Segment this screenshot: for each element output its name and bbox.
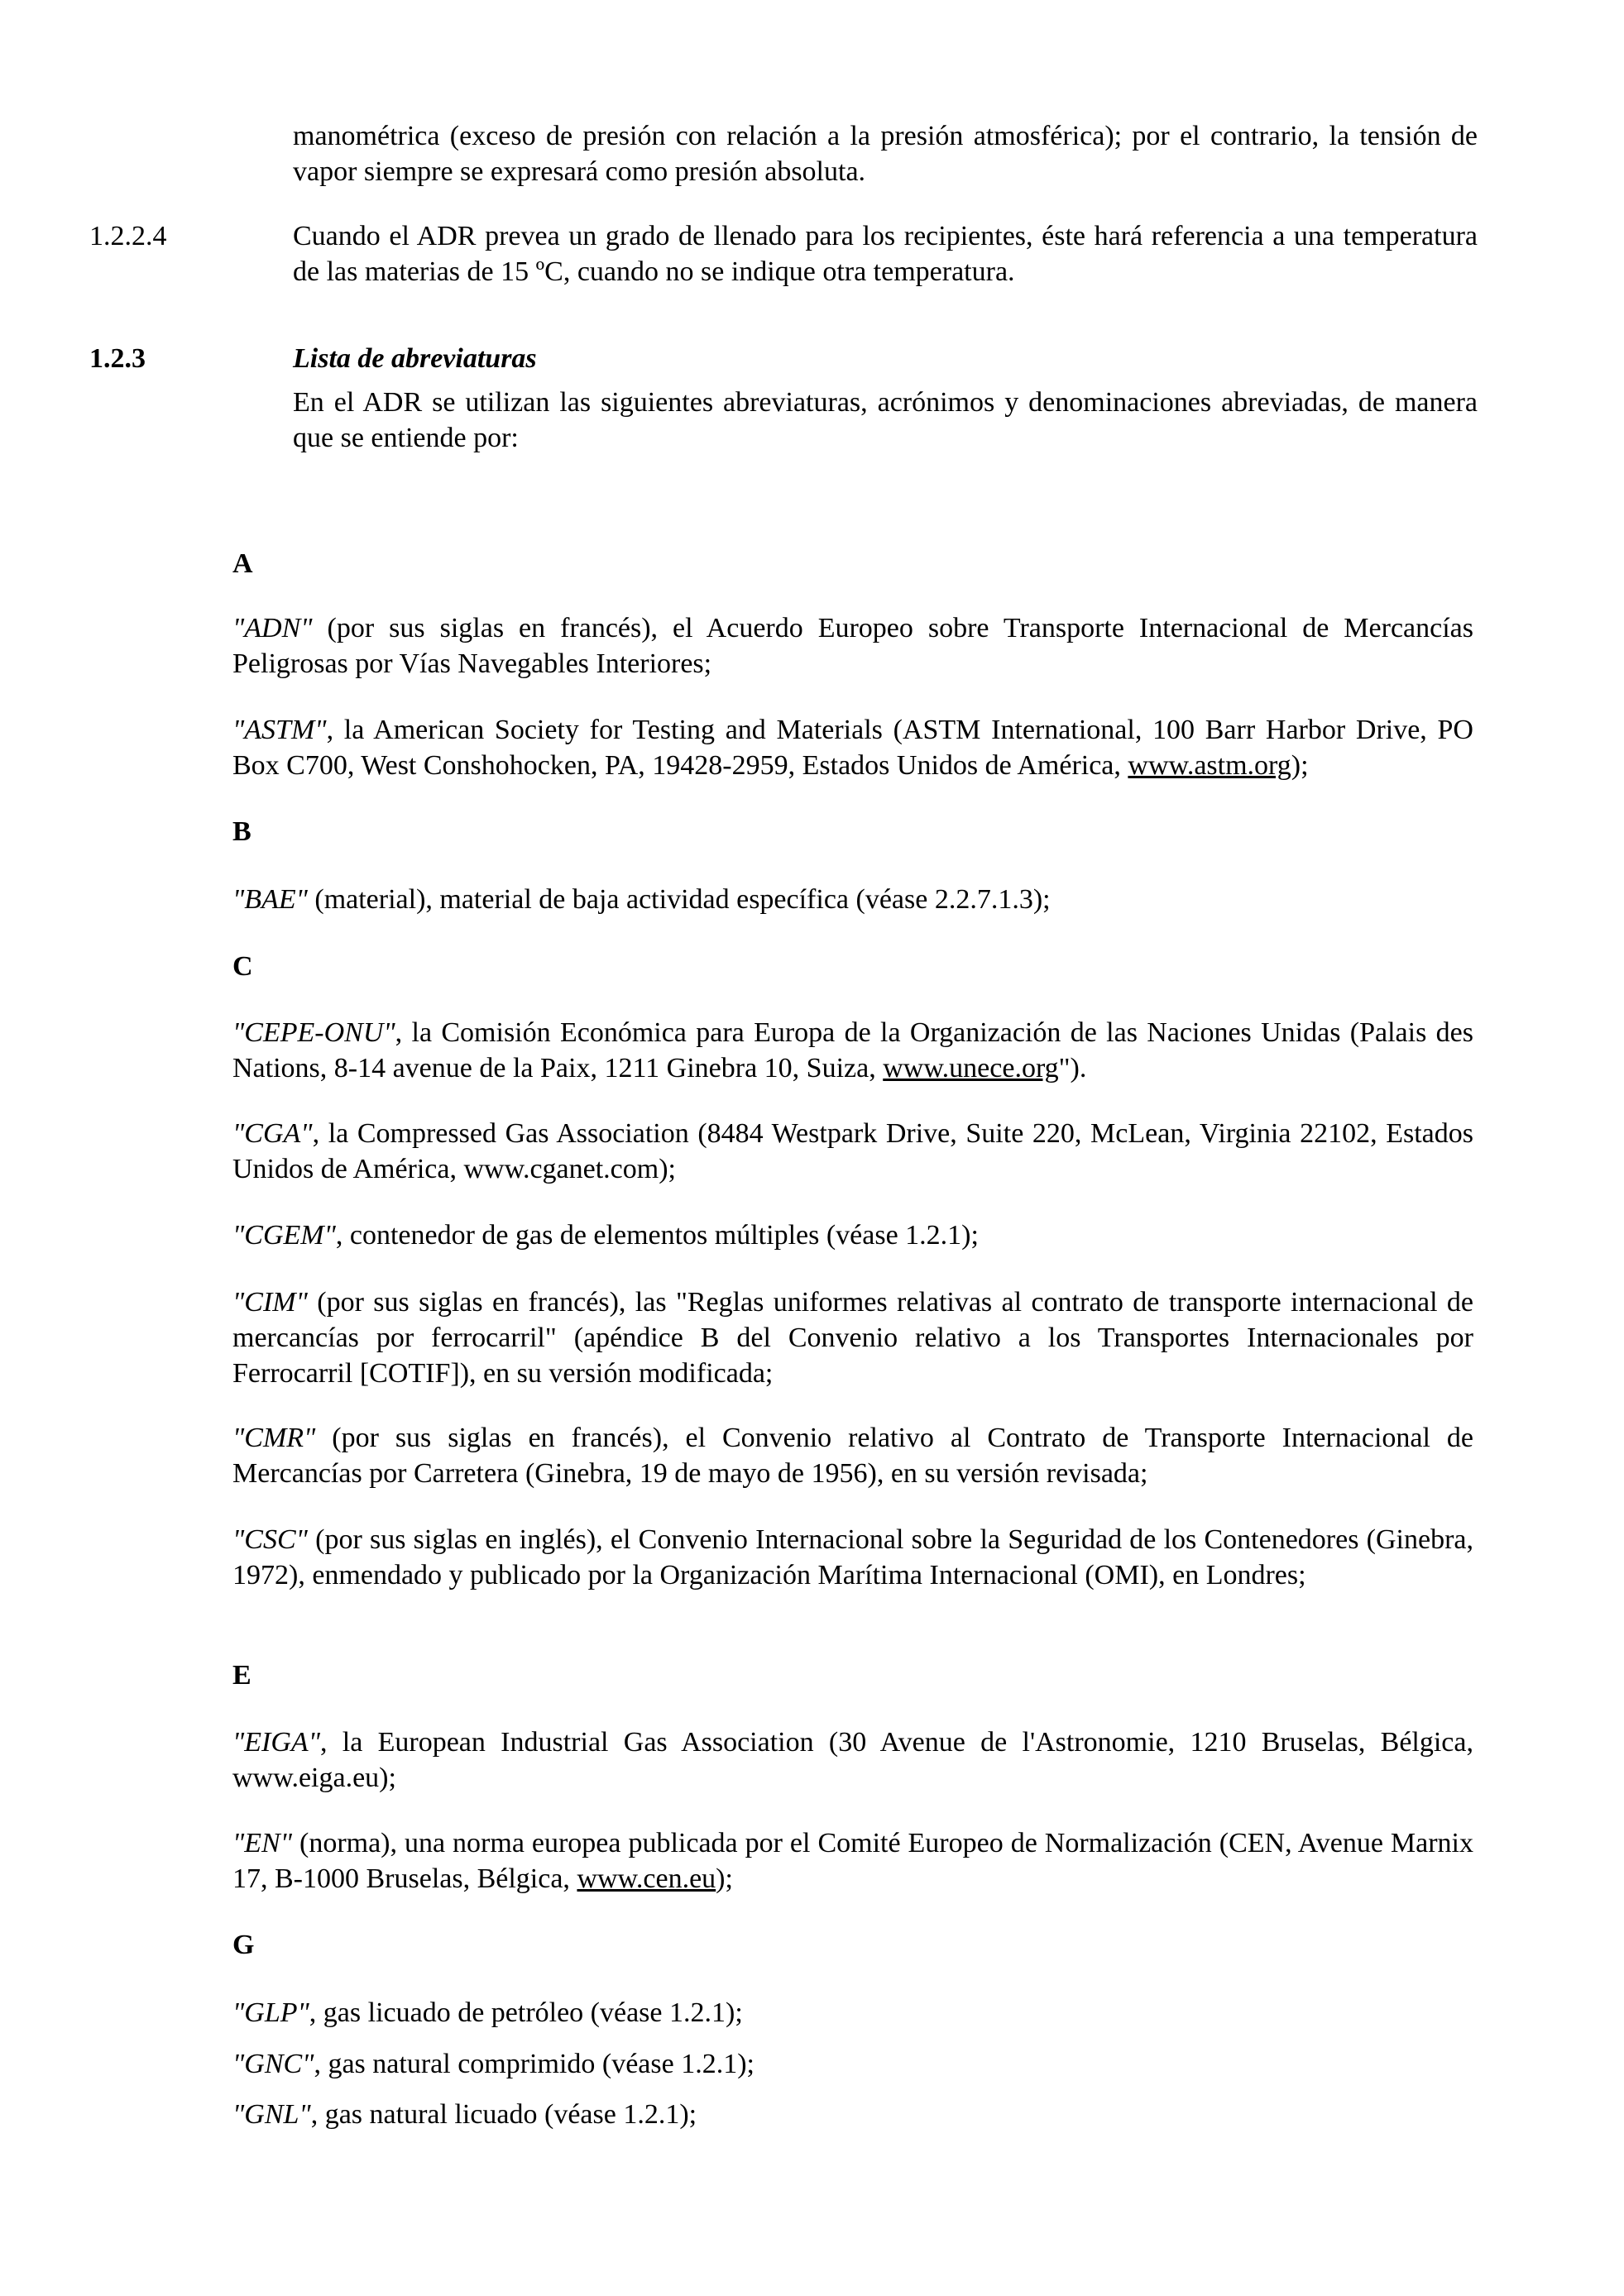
- entry-text: (por sus siglas en francés), las "Reglas uniformes relativas al contrato de transporte internacional de mercancías por ferrocarril" (apéndice B del Convenio relativo a los Transportes Internacionales por Ferrocarril [COTIF]), en su versión modificada;: [232, 1287, 1473, 1389]
- entry-tail: );: [716, 1863, 733, 1894]
- entry-text: , contenedor de gas de elementos múltiples (véase 1.2.1);: [335, 1220, 979, 1251]
- entry-url-link[interactable]: www.astm.org: [1128, 750, 1291, 781]
- entry-text: , la Compressed Gas Association (8484 Westpark Drive, Suite 220, McLean, Virginia 22102, Estados Unidos de América, www.cganet.com);: [232, 1118, 1473, 1184]
- entry-text: , la American Society for Testing and Materials (ASTM International, 100 Barr Harbor Drive, PO Box C700, West Conshohocken, PA, 19428-2959, Estados Unidos de América,: [232, 715, 1473, 781]
- entry-text: , gas natural licuado (véase 1.2.1);: [310, 2099, 697, 2130]
- entry-text: (norma), una norma europea publicada por el Comité Europeo de Normalización (CEN, Avenue Marnix 17, B-1000 Bruselas, Bélgica,: [232, 1828, 1473, 1894]
- entry-url-link[interactable]: www.unece.org: [883, 1053, 1059, 1083]
- entry-tail: ").: [1058, 1053, 1087, 1083]
- letter-heading-g: G: [232, 1930, 255, 1960]
- entry-cgem: [232, 1217, 1473, 1253]
- entry-text: , la European Industrial Gas Association (30 Avenue de l'Astronomie, 1210 Bruselas, Bélgica, www.eiga.eu);: [232, 1727, 1473, 1793]
- entry-tail: );: [1291, 750, 1309, 781]
- entry-adn: [232, 610, 1473, 682]
- letter-heading-e: E: [232, 1660, 252, 1691]
- section-paragraph: [293, 218, 1478, 289]
- entry-text: , la Comisión Económica para Europa de la Organización de las Naciones Unidas (Palais des Nations, 8-14 avenue de la Paix, 1211 Ginebra 10, Suiza,: [232, 1017, 1473, 1083]
- entry-glp: [232, 1995, 1473, 2031]
- entry-term: "GLP": [232, 1997, 309, 2028]
- entry-text: (por sus siglas en inglés), el Convenio Internacional sobre la Seguridad de los Contenedores (Ginebra, 1972), enmendado y publicado por la Organización Marítima Internacional (OMI), en Londres;: [232, 1524, 1473, 1590]
- entry-text: (por sus siglas en francés), el Convenio relativo al Contrato de Transporte Internacional de Mercancías por Carretera (Ginebra, 19 de mayo de 1956), en su versión revisada;: [232, 1423, 1473, 1489]
- entry-term: "CGEM": [232, 1220, 336, 1251]
- entry-text: , gas licuado de petróleo (véase 1.2.1);: [309, 1997, 743, 2028]
- entry-term: "ADN": [232, 613, 313, 643]
- entry-en: [232, 1825, 1473, 1897]
- entry-url-link[interactable]: www.cen.eu: [577, 1863, 716, 1894]
- entry-term: "GNC": [232, 2049, 314, 2079]
- section-text: Cuando el ADR prevea un grado de llenado para los recipientes, éste hará referencia a una temperatura de las materias de 15 ºC, cuando no se indique otra temperatura.: [293, 221, 1478, 287]
- entry-text: , gas natural comprimido (véase 1.2.1);: [314, 2049, 755, 2079]
- section-number: 1.2.2.4: [89, 221, 167, 251]
- entry-eiga: [232, 1724, 1473, 1796]
- entry-cepe-onu: [232, 1015, 1473, 1086]
- letter-heading-a: A: [232, 548, 253, 579]
- entry-term: "ASTM": [232, 715, 327, 745]
- entry-term: "EIGA": [232, 1727, 320, 1758]
- section-heading-block: [293, 341, 1478, 456]
- entry-term: "BAE": [232, 884, 308, 915]
- entry-cmr: [232, 1420, 1473, 1491]
- entry-bae: [232, 882, 1473, 917]
- entry-astm: [232, 712, 1473, 783]
- entry-gnc: [232, 2046, 1473, 2082]
- entry-term: "EN": [232, 1828, 293, 1858]
- letter-heading-c: C: [232, 951, 253, 982]
- entry-term: "CEPE-ONU": [232, 1017, 395, 1048]
- section-intro: En el ADR se utilizan las siguientes abreviaturas, acrónimos y denominaciones abreviadas, de manera que se entiende por:: [293, 387, 1478, 453]
- section-number: 1.2.3: [89, 343, 146, 374]
- entry-cim: [232, 1284, 1473, 1391]
- section-title: Lista de abreviaturas: [293, 343, 537, 374]
- entry-cga: [232, 1116, 1473, 1187]
- entry-term: "GNL": [232, 2099, 311, 2130]
- entry-gnl: [232, 2097, 1473, 2132]
- entry-term: "CMR": [232, 1423, 316, 1453]
- entry-term: "CIM": [232, 1287, 308, 1318]
- entry-text: (por sus siglas en francés), el Acuerdo Europeo sobre Transporte Internacional de Mercancías Peligrosas por Vías Navegables Interiores;: [232, 613, 1473, 679]
- entry-text: (material), material de baja actividad específica (véase 2.2.7.1.3);: [307, 884, 1051, 915]
- continuation-paragraph: [293, 118, 1478, 189]
- letter-heading-b: B: [232, 816, 252, 847]
- entry-term: "CGA": [232, 1118, 313, 1149]
- entry-term: "CSC": [232, 1524, 308, 1555]
- continuation-text: manométrica (exceso de presión con relación a la presión atmosférica); por el contrario, la tensión de vapor siempre se expresará como presión absoluta.: [293, 121, 1478, 187]
- entry-csc: [232, 1522, 1473, 1593]
